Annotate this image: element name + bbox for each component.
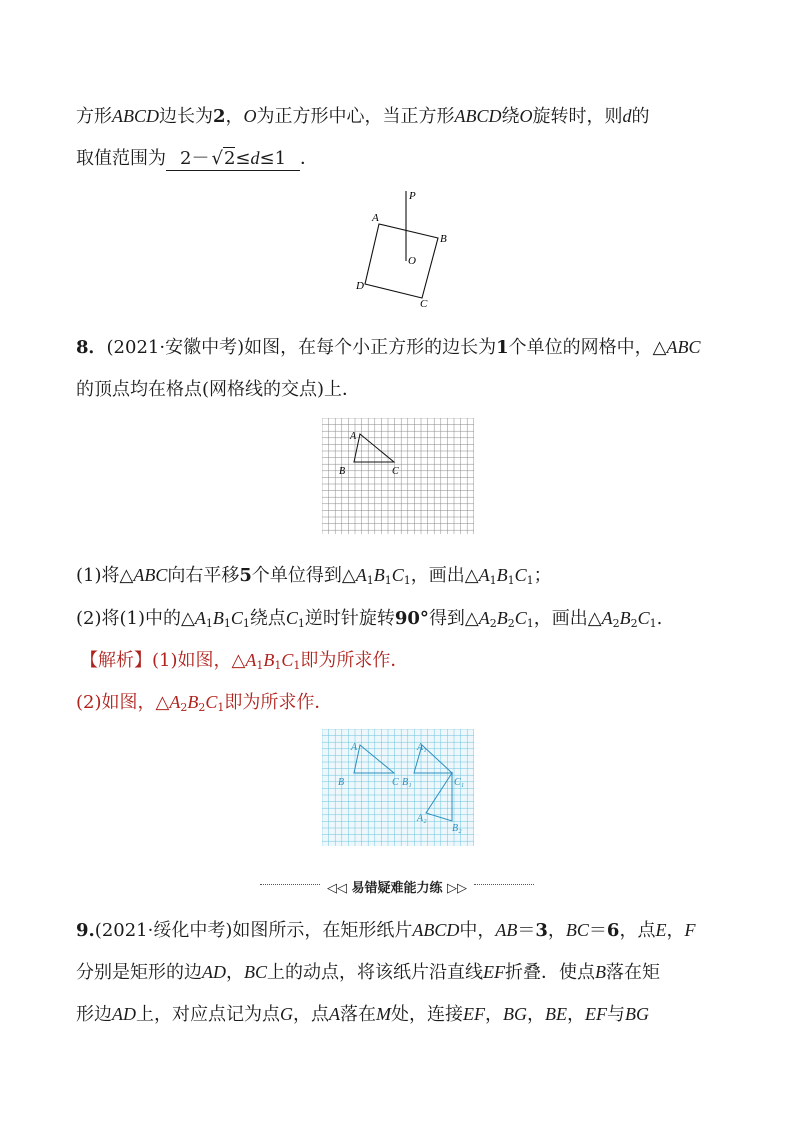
fig1-label-a: A	[350, 431, 357, 442]
fig2-label-c1: C₁	[454, 777, 465, 788]
p7-answer: 2－ √2≤d≤1	[166, 147, 300, 171]
label-p: P	[409, 190, 416, 202]
divider-right-icon: ▷▷	[442, 881, 468, 896]
p8-answer-grid-figure	[322, 729, 474, 846]
divider-title: 易错疑难能力练	[351, 881, 443, 896]
fig2-label-b: B	[338, 777, 345, 788]
p8-answer1: 【解析】(1)如图，$\triangle A_1B_1C_1$即为所求作．	[80, 650, 409, 672]
label-o: O	[408, 255, 416, 267]
p8-q1: (1)将△ABC向右平移5个单位得到$\triangle A_1B_1C_1$，画出$\triangle A_1B_1C_1$；	[76, 565, 552, 587]
fig1-label-c: C	[392, 466, 399, 477]
p8-line2: 的顶点均在格点(网格线的交点)上．	[76, 379, 361, 400]
label-d: D	[356, 280, 364, 292]
fig2-label-b2: B₂	[452, 823, 462, 834]
divider-dots-left	[260, 884, 320, 885]
fig2-label-a1: A₁	[417, 742, 427, 753]
p9-line2: 分别是矩形的边AD，BC上的动点，将该纸片沿直线EF折叠．使点B落在矩	[76, 962, 661, 983]
label-b: B	[440, 233, 447, 245]
fig2-label-a2: A₂	[417, 813, 427, 824]
fig2-label-b1: B₁	[402, 777, 412, 788]
divider-dots-right	[474, 884, 534, 885]
p8-q2: (2)将(1)中的$\triangle A_1B_1C_1$绕点$C_1$逆时针旋转90°得到$\triangle A_2B_2C_1$，画出$\triangle A_2B_2C_1$.	[76, 608, 663, 630]
p9-line3: 形边AD上，对应点记为点G，点A落在M处，连接EF，BG，BE，EF与BG	[76, 1004, 649, 1025]
p8-grid-figure	[322, 418, 474, 534]
p8-answer2: (2)如图，$\triangle A_2B_2C_1$即为所求作．	[76, 692, 333, 714]
p9-line1: 9.(2021·绥化中考)如图所示，在矩形纸片ABCD中，AB＝3，BC＝6，点E，F	[76, 920, 696, 941]
fig1-label-b: B	[339, 466, 346, 477]
label-c: C	[420, 298, 428, 310]
label-a: A	[372, 212, 379, 224]
p8-line1: 8．(2021·安徽中考)如图，在每个小正方形的边长为1个单位的网格中，△ABC	[76, 337, 701, 358]
p7-line1: 方形ABCD边长为2，O为正方形中心，当正方形ABCD绕O旋转时，则d的	[76, 106, 650, 127]
p7-line2: 取值范围为 2－ √2≤d≤1 ．	[76, 148, 319, 169]
p7-square-figure	[345, 186, 465, 311]
divider-left-icon: ◁◁	[326, 881, 352, 896]
square-abcd	[365, 224, 438, 298]
fig2-label-a: A	[351, 742, 358, 753]
fig2-label-c: C	[392, 777, 399, 788]
section-divider	[260, 877, 534, 896]
